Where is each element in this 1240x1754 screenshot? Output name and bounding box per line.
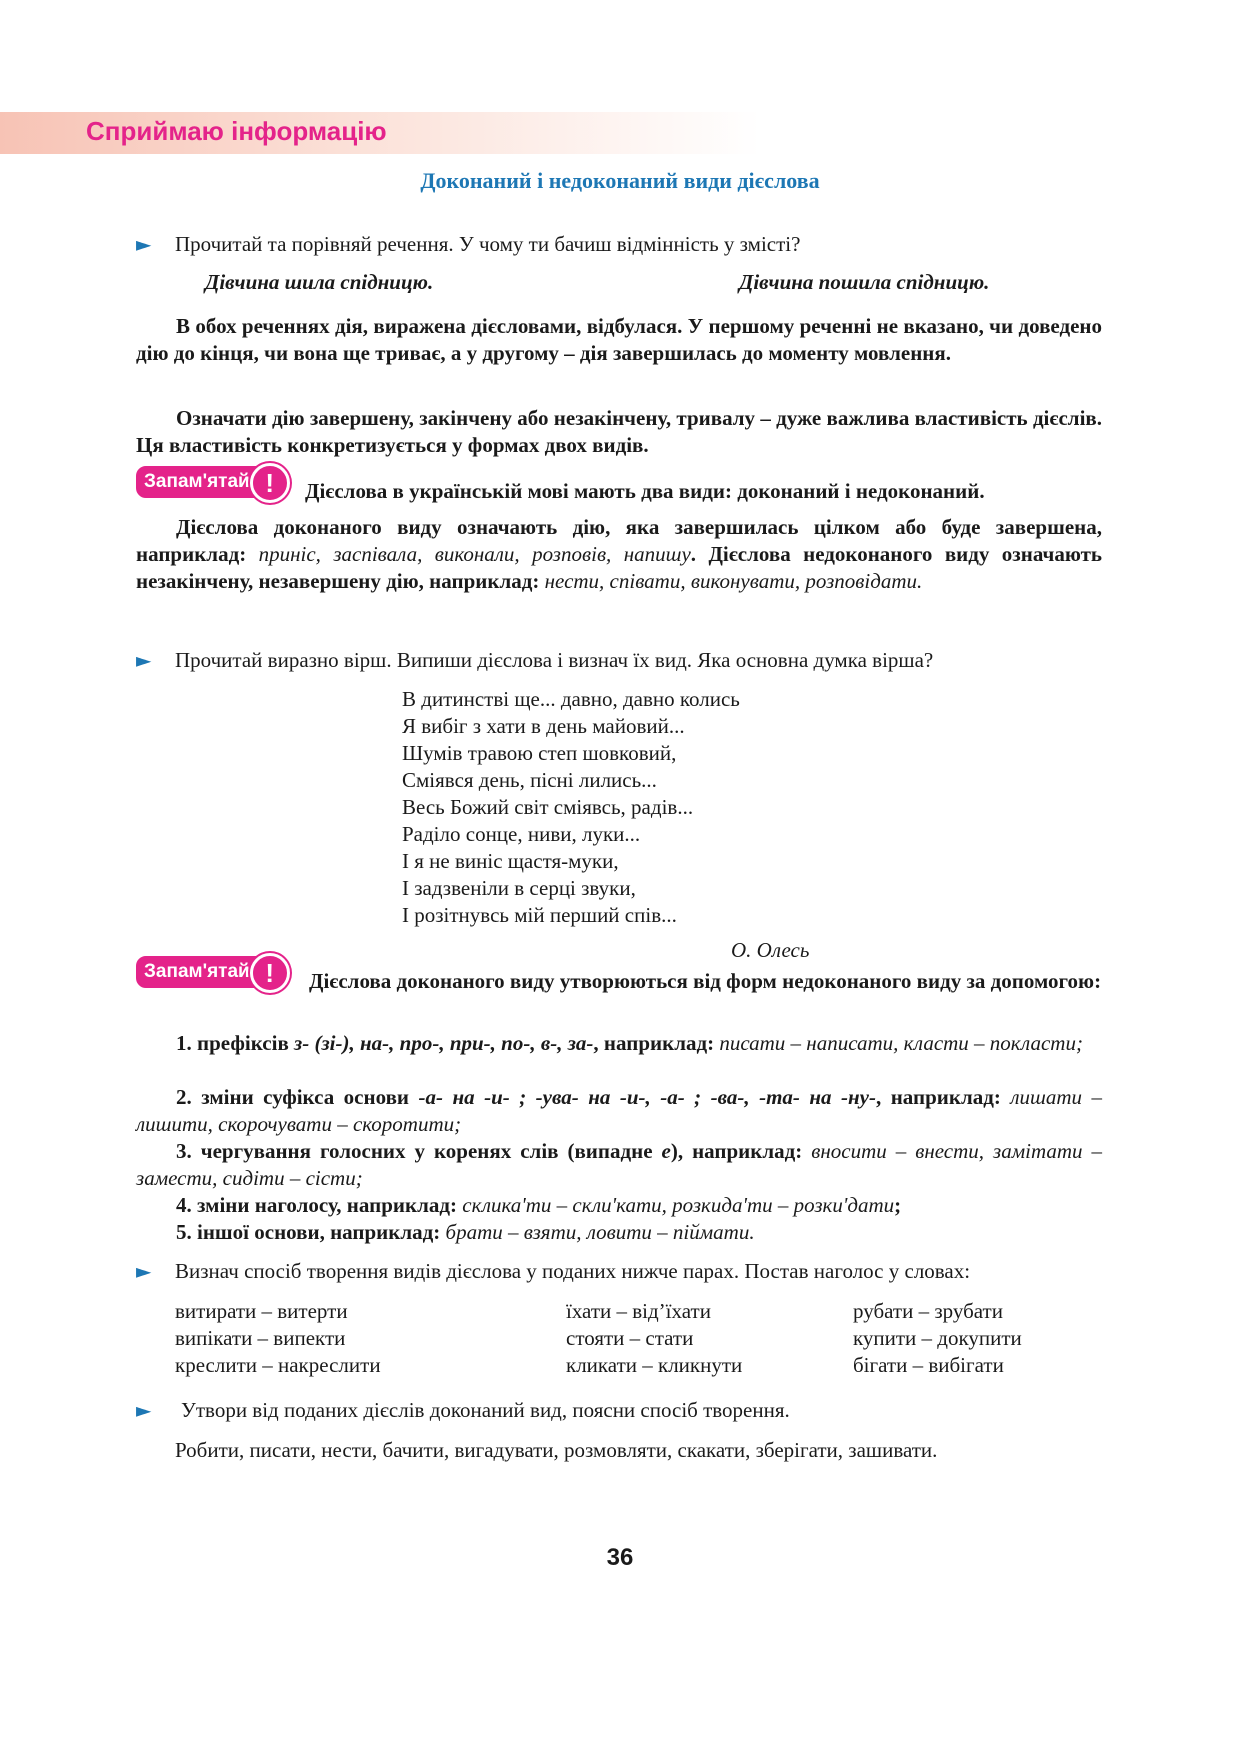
rule-4-end: ; [894,1193,902,1217]
p3-examples-1: приніс, заспівала, виконали, розповів, напишу [258,542,691,566]
verb-pair: купити – докупити [853,1326,1022,1350]
poem-author: О. Олесь [731,938,810,962]
rule-5-example: брати – взяти, ловити – піймати. [445,1220,755,1244]
remember-label: Запам'ятай [144,961,250,982]
rule-2-label: 2. зміни суфікса основи [176,1085,410,1109]
poem-line: Сміявся день, пісні лились... [402,768,657,792]
rule-4-example: склика'ти – скли'кати, розкида'ти – розки'дати [462,1193,895,1217]
verb-pair: їхати – від’їхати [566,1299,711,1323]
rule-1-example: писати – написати, класти – покласти; [719,1031,1083,1055]
rule-2-sep: , наприклад: [875,1085,1001,1109]
rule-item-5 [136,1219,1102,1246]
p3-bold-1: Дієслова доконаного виду означають дію, яка завершилась цілком або буде завершена, наприклад: [136,515,1102,566]
pairs-column-2 [566,1298,742,1379]
paragraph-2: Означати дію завершену, закінчену або незакінчену, тривалу – дуже важлива властивість дієслів. Ця властивість конкретизується у формах двох видів. [136,406,1102,457]
pairs-column-3 [853,1298,1022,1379]
poem-line: Раділо сонце, ниви, луки... [402,822,641,846]
remember-label: Запам'ятай [144,471,250,492]
rule-3-example: вносити – внести, замітати – замести, сидіти – сісти; [136,1139,1103,1190]
p3-examples-2: нести, співати, виконувати, розповідати. [544,569,923,593]
verb-pair: креслити – накреслити [175,1353,381,1377]
rule-1-affixes: з- (зі-), на-, про-, при-, по-, в-, за- [294,1031,594,1055]
verb-pair: випікати – випекти [175,1326,346,1350]
poem [402,686,740,929]
poem-line: І я не виніс щастя-муки, [402,849,619,873]
task-3: Визнач спосіб творення видів дієслова у поданих нижче парах. Постав наголос у словах: [175,1259,971,1283]
rule-5-label: 5. іншої основи, наприклад: [176,1220,441,1244]
poem-line: Весь Божий світ сміявсь, радів... [402,795,694,819]
exclamation-icon: ! [250,953,290,993]
rule-4-label: 4. зміни наголосу, наприклад: [176,1193,457,1217]
poem-line: І задзвеніли в серці звуки, [402,876,636,900]
poem-line: Шумів травою степ шовковий, [402,741,677,765]
rule-1: Дієслова в українській мові мають два види: доконаний і недоконаний. [305,479,985,503]
page-number: 36 [606,1544,634,1571]
poem-line: Я вибіг з хати в день майовий... [402,714,685,738]
rule-item-2 [136,1084,1102,1138]
triangle-arrow-icon: ► [136,1398,152,1422]
page-heading: Доконаний і недоконаний види дієслова [420,168,820,193]
task-4-words: Робити, писати, нести, бачити, вигадувати, розмовляти, скакати, зберігати, зашивати. [175,1438,938,1462]
triangle-arrow-icon: ► [136,648,152,672]
poem-line: І розітнувсь мій перший спів... [402,903,677,927]
rule-3-letter: е [661,1139,671,1163]
rule-item-3 [136,1138,1102,1192]
rule-2: Дієслова доконаного виду утворюються від форм недоконаного виду за допомогою: [309,969,1102,993]
rule-item-4 [136,1192,1102,1219]
section-title: Сприймаю інформацію [86,116,387,146]
poem-line: В дитинстві ще... давно, давно колись [402,687,740,711]
p3-bold-2: . Дієслова недоконаного виду означають незакінчену, незавершену дію, наприклад: [136,542,1103,593]
rule-1-label: 1. префіксів [176,1031,289,1055]
paragraph-3 [136,514,1102,595]
exclamation-icon: ! [250,463,290,503]
verb-pair: витирати – витерти [175,1299,348,1323]
task-4: Утвори від поданих дієслів доконаний вид, поясни спосіб творення. [181,1398,790,1422]
rule-item-1 [136,1030,1102,1057]
example-sentence-b: Дівчина пошила спідницю. [739,270,990,294]
verb-pair: рубати – зрубати [853,1299,1003,1323]
triangle-arrow-icon: ► [136,1259,152,1283]
task-1: Прочитай та порівняй речення. У чому ти бачиш відмінність у змісті? [175,232,801,256]
example-sentence-a: Дівчина шила спідницю. [205,270,434,294]
paragraph-1: В обох реченнях дія, виражена дієсловами, відбулася. У першому реченні не вказано, чи доведено дію до кінця, чи вона ще триває, а у другому – дія завершилась до моменту мовлення. [136,314,1102,365]
task-2: Прочитай виразно вірш. Випиши дієслова і визнач їх вид. Яка основна думка вірша? [175,648,934,672]
remember-badge-1 [136,466,296,498]
verb-pair: кликати – кликнути [566,1353,743,1377]
pairs-column-1 [175,1298,381,1379]
triangle-arrow-icon: ► [136,232,152,256]
rule-2-affixes: -а- на -и- ; -ува- на -и-, -а- ; -ва-, -та- на -ну- [418,1085,876,1109]
rule-3-label: 3. чергування голосних у коренях слів (випадне [176,1139,653,1163]
rule-2-example: лишати – лишити, скорочувати – скоротити; [136,1085,1103,1136]
verb-pair: стояти – стати [566,1326,694,1350]
rule-3-sep: ), наприклад: [670,1139,803,1163]
verb-pair: бігати – вибігати [853,1353,1004,1377]
rule-1-sep: , наприклад: [593,1031,715,1055]
